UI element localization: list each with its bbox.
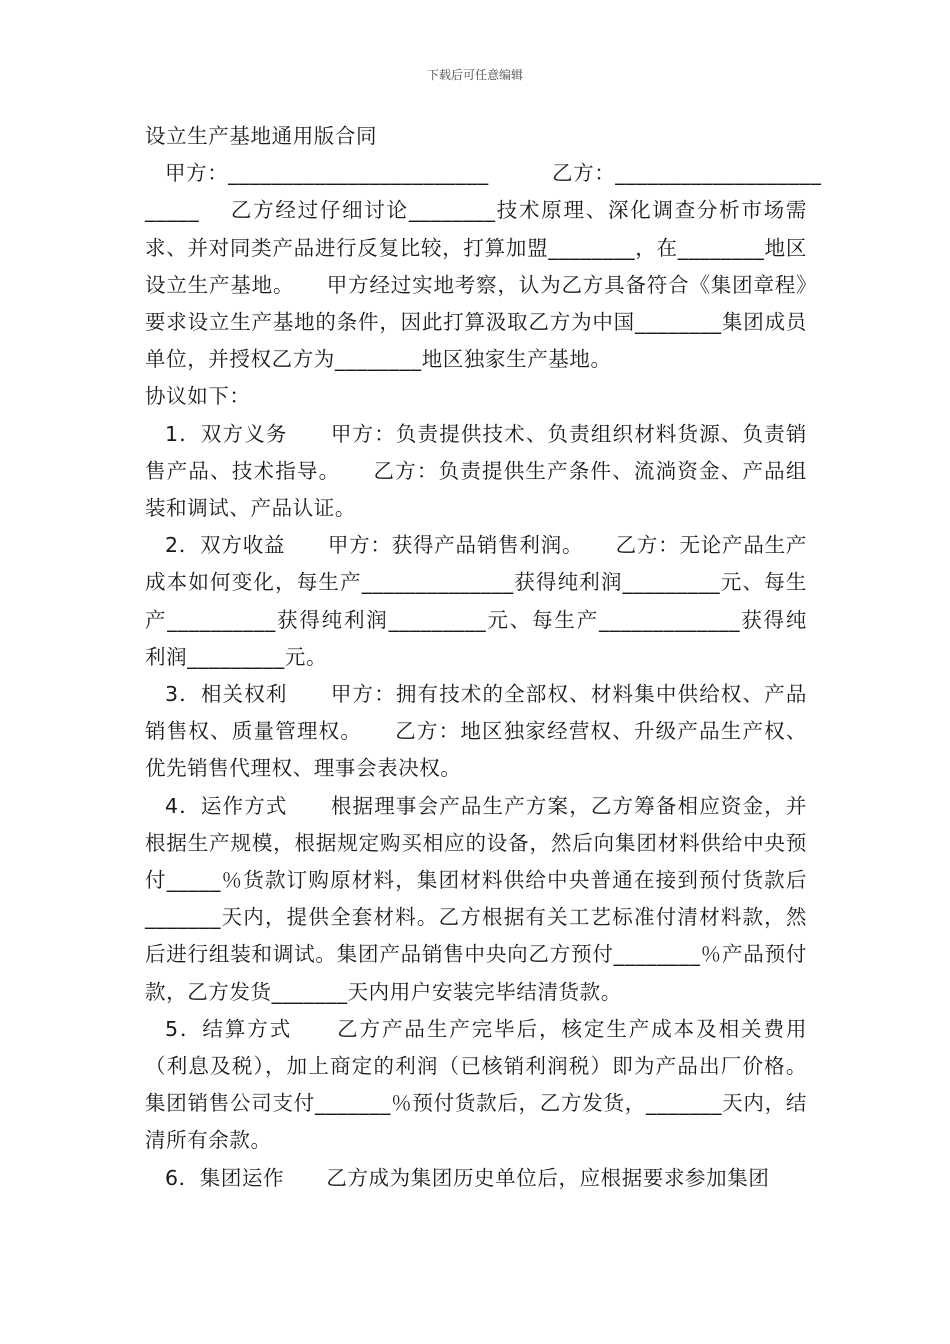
page-header: 下载后可任意编辑	[426, 68, 523, 82]
intro-paragraph: _____ 乙方经过仔细讨论________技术原理、深化调查分析市场需求、并对同类产品进行反复比较，打算加盟________，在________地区设立生产基地。 甲方经过实地考察，认为乙方具备符合《集团章程》要求设立生产基地的条件，因此打算汲取乙方为中国________集团成员单位，并授权乙方为________地区独家生产基地。	[145, 198, 807, 372]
clause-6: 6．集团运作 乙方成为集团历史单位后，应根据要求参加集团	[165, 1165, 770, 1190]
clause-5: 5．结算方式 乙方产品生产完毕后，核定生产成本及相关费用（利息及税），加上商定的利润（已核销利润税）即为产品出厂价格。集团销售公司支付_______％预付货款后，乙方发货，_______天内，结清所有余款。	[145, 1016, 807, 1153]
clause-3: 3．相关权利 甲方：拥有技术的全部权、材料集中供给权、产品销售权、质量管理权。 乙方：地区独家经营权、升级产品生产权、优先销售代理权、理事会表决权。	[145, 682, 807, 781]
parties-line: 甲方：________________________ 乙方：___________________	[165, 161, 822, 186]
contract-body	[145, 118, 822, 1197]
document-title: 设立生产基地通用版合同	[145, 124, 378, 148]
clause-4: 4．运作方式 根据理事会产品生产方案，乙方筹备相应资金，并根据生产规模，根据规定购买相应的设备，然后向集团材料供给中央预付_____％货款订购原材料，集团材料供给中央普通在接到预付货款后_______天内，提供全套材料。乙方根据有关工艺标准付清材料款，然后进行组装和调试。集团产品销售中央向乙方预付________％产品预付款，乙方发货_______天内用户安装完毕结清货款。	[145, 793, 807, 1004]
clause-2: 2．双方收益 甲方：获得产品销售利润。 乙方：无论产品生产成本如何变化，每生产______________获得纯利润_________元、每生产__________获得纯利润_________元、每生产_____________获得纯利润_________元。	[145, 533, 807, 669]
agreement-line: 协议如下：	[145, 384, 251, 409]
clause-1: 1．双方义务 甲方：负责提供技术、负责组织材料货源、负责销售产品、技术指导。 乙方：负责提供生产条件、流淌资金、产品组装和调试、产品认证。	[145, 421, 807, 521]
